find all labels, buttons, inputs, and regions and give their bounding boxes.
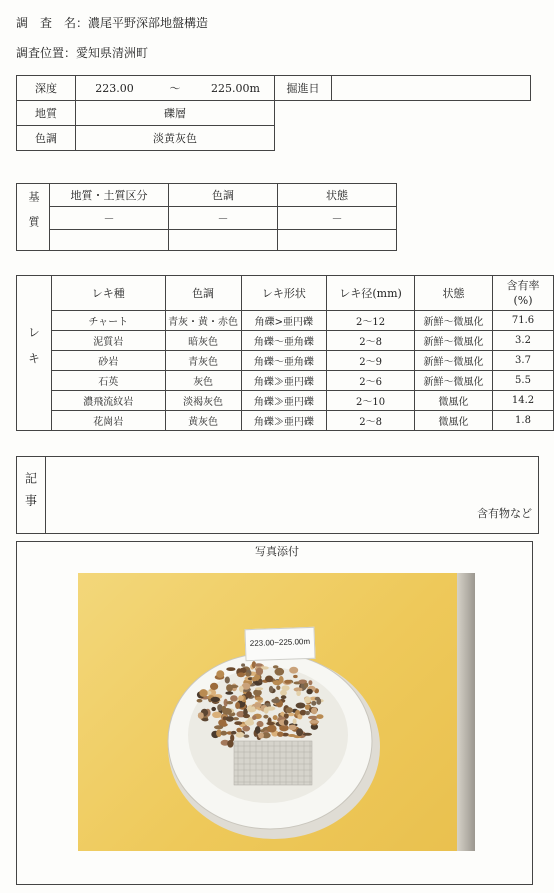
gravel-header-ratio: 含有率 (%)	[492, 276, 553, 311]
sample-dish-illustration	[78, 573, 475, 851]
gravel-cell: 2〜10	[327, 391, 415, 411]
pebble	[234, 721, 242, 725]
pebble	[246, 691, 252, 698]
matrix-row	[17, 230, 397, 251]
location-line	[16, 44, 148, 61]
color-label: 色調	[17, 126, 76, 151]
pebble	[311, 707, 317, 714]
gravel-cell: 泥質岩	[52, 331, 166, 351]
info-table	[16, 75, 531, 151]
pebble	[230, 695, 238, 701]
sample-label: 223.00~225.00m	[249, 636, 311, 649]
matrix-header-1: 地質・土質区分	[50, 184, 169, 207]
matrix-cell	[169, 230, 278, 251]
gravel-cell: 微風化	[415, 411, 493, 431]
pebble	[255, 703, 262, 708]
pebble	[256, 668, 263, 676]
gravel-cell: 2〜8	[327, 331, 415, 351]
gravel-header-size: レキ径(mm)	[327, 276, 415, 311]
pebble	[266, 722, 275, 725]
pebble	[242, 726, 250, 732]
pebble	[221, 731, 228, 736]
gravel-cell: 角礫〜亜角礫	[241, 331, 327, 351]
gravel-cell: 1.8	[492, 411, 553, 431]
gravel-cell: 暗灰色	[165, 331, 241, 351]
pebble	[240, 668, 247, 674]
color-value: 淡黄灰色	[76, 126, 275, 151]
matrix-header-3: 状態	[278, 184, 397, 207]
pebble	[316, 698, 321, 705]
pebble	[277, 732, 283, 737]
gravel-cell: 灰色	[165, 371, 241, 391]
matrix-side-label: 基質	[17, 184, 50, 251]
gravel-side-label: レキ	[17, 276, 52, 431]
pebble	[296, 728, 303, 736]
gravel-cell: 角礫≫亜円礫	[241, 411, 327, 431]
pebble	[279, 676, 284, 683]
pebble	[289, 667, 298, 674]
pebble	[296, 691, 301, 696]
pebble	[244, 735, 250, 738]
notes-body	[46, 457, 539, 534]
sample-photo	[78, 573, 475, 851]
gravel-cell: チャート	[52, 311, 166, 331]
pebble	[197, 699, 203, 703]
pebble	[284, 720, 288, 726]
location-label: 調査位置：	[16, 46, 77, 60]
depth-value	[76, 76, 275, 101]
geology-value: 礫層	[76, 101, 275, 126]
gravel-header-color: 色調	[165, 276, 241, 311]
color-row	[17, 126, 531, 151]
gravel-cell: 新鮮〜微風化	[415, 311, 493, 331]
pebble	[211, 707, 216, 711]
gravel-cell: 花崗岩	[52, 411, 166, 431]
pebble	[286, 707, 293, 713]
pebble	[258, 732, 264, 738]
gravel-cell: 14.2	[492, 391, 553, 411]
gravel-cell: 角礫≫亜円礫	[241, 391, 327, 411]
pebble	[255, 687, 263, 690]
gravel-row	[17, 311, 554, 331]
pebble	[303, 733, 312, 736]
pebble	[276, 685, 280, 690]
gravel-row	[17, 391, 554, 411]
pebble	[253, 689, 262, 696]
gravel-cell: 5.5	[492, 371, 553, 391]
matrix-header-row	[17, 184, 397, 207]
pebble	[227, 740, 233, 748]
depth-label: 深度	[17, 76, 76, 101]
pebble	[229, 685, 238, 688]
pebble	[211, 697, 220, 702]
gravel-header-state: 状態	[415, 276, 493, 311]
matrix-cell	[50, 230, 169, 251]
pebble	[222, 708, 232, 715]
gravel-row	[17, 371, 554, 391]
gravel-cell: 新鮮〜微風化	[415, 351, 493, 371]
pebble	[241, 663, 245, 666]
gravel-cell: 2〜6	[327, 371, 415, 391]
pebble	[252, 677, 257, 682]
matrix-cell: －	[278, 207, 397, 230]
pebble	[255, 663, 263, 666]
pebble	[252, 715, 256, 720]
pebble	[216, 670, 224, 678]
pebble	[309, 720, 319, 724]
pebble	[293, 718, 297, 724]
depth-to: 225.00m	[211, 82, 260, 95]
notes-side-label: 記事	[17, 457, 46, 534]
survey-name: 濃尾平野深部地盤構造	[88, 16, 209, 30]
matrix-row	[17, 207, 397, 230]
pebble	[255, 726, 261, 734]
pebble	[275, 668, 285, 676]
gravel-header-type: レキ種	[52, 276, 166, 311]
pebble	[280, 690, 287, 696]
pebble	[264, 707, 269, 714]
pebble	[238, 695, 244, 701]
gravel-cell: 3.2	[492, 331, 553, 351]
pebble	[296, 703, 306, 709]
gravel-cell: 2〜8	[327, 411, 415, 431]
geology-label: 地質	[17, 101, 76, 126]
gravel-cell: 2〜9	[327, 351, 415, 371]
pebble	[273, 665, 279, 668]
gravel-cell: 黄灰色	[165, 411, 241, 431]
survey-name-label: 調 査 名：	[16, 16, 89, 30]
pebble	[305, 711, 310, 715]
pebble	[199, 689, 207, 697]
matrix-cell	[278, 230, 397, 251]
matrix-table	[16, 183, 397, 251]
pebble	[236, 732, 245, 738]
pebble	[236, 728, 241, 733]
pebble	[258, 679, 262, 683]
gravel-cell: 71.6	[492, 311, 553, 331]
pebble	[225, 691, 233, 694]
pebble	[239, 686, 244, 692]
pebble	[245, 672, 249, 676]
pebble	[269, 686, 273, 693]
pebble	[273, 715, 278, 720]
notes-row	[17, 457, 539, 534]
pebble	[237, 672, 245, 677]
sample-label-card	[244, 627, 315, 661]
gravel-row	[17, 331, 554, 351]
pebble	[281, 695, 287, 699]
gravel-cell: 角礫>亜円礫	[241, 311, 327, 331]
pebble	[306, 689, 312, 695]
gravel-cell: 砂岩	[52, 351, 166, 371]
geology-row	[17, 101, 531, 126]
pebble	[225, 677, 230, 684]
gravel-cell: 角礫〜亜角礫	[241, 351, 327, 371]
pebble	[304, 697, 311, 704]
gravel-row	[17, 411, 554, 431]
gravel-header-row	[17, 276, 554, 311]
progress-label: 掘進日	[275, 76, 332, 101]
pebble	[293, 675, 298, 678]
pebble	[251, 706, 255, 711]
pebble	[214, 725, 223, 729]
location-value: 愛知県清洲町	[76, 46, 149, 60]
pebble	[265, 676, 273, 683]
pebble	[289, 725, 297, 731]
pebble	[271, 698, 280, 703]
matrix-cell: －	[50, 207, 169, 230]
gravel-row	[17, 351, 554, 371]
gravel-header-shape: レキ形状	[241, 276, 327, 311]
mesh-grid	[234, 741, 312, 785]
pebble	[308, 680, 312, 685]
gravel-cell: 石英	[52, 371, 166, 391]
pebble	[235, 702, 240, 709]
progress-value	[332, 76, 531, 101]
pebble	[255, 697, 263, 701]
depth-sep: 〜	[169, 82, 181, 95]
pebble	[226, 701, 233, 704]
matrix-header-2: 色調	[169, 184, 278, 207]
gravel-cell: 新鮮〜微風化	[415, 331, 493, 351]
gravel-cell: 青灰色	[165, 351, 241, 371]
pebble	[267, 725, 277, 733]
pebble	[305, 705, 310, 710]
depth-from: 223.00	[95, 82, 134, 95]
survey-name-line	[16, 14, 208, 31]
matrix-cell: －	[169, 207, 278, 230]
gravel-cell: 2〜12	[327, 311, 415, 331]
notes-text: 含有物など	[477, 507, 532, 520]
pebble	[316, 714, 323, 719]
pebble	[304, 682, 308, 687]
notes-table	[16, 456, 539, 534]
pebble	[226, 716, 234, 722]
pebble	[226, 667, 235, 671]
gravel-cell: 濃飛流紋岩	[52, 391, 166, 411]
pebble	[284, 680, 291, 684]
gravel-cell: 角礫≫亜円礫	[241, 371, 327, 391]
pebble	[231, 731, 236, 735]
pebble	[210, 683, 218, 690]
gravel-cell: 微風化	[415, 391, 493, 411]
gravel-cell: 淡褐灰色	[165, 391, 241, 411]
gravel-cell: 新鮮〜微風化	[415, 371, 493, 391]
pebble	[263, 715, 268, 719]
pebble	[198, 712, 204, 719]
pebble	[212, 712, 221, 718]
gravel-table	[16, 275, 554, 431]
gravel-cell: 3.7	[492, 351, 553, 371]
pebble	[202, 718, 209, 721]
pebble	[311, 701, 316, 706]
gravel-cell: 青灰・黄・赤色	[165, 311, 241, 331]
photo-caption: 写真添付	[255, 545, 299, 558]
depth-row	[17, 76, 531, 101]
